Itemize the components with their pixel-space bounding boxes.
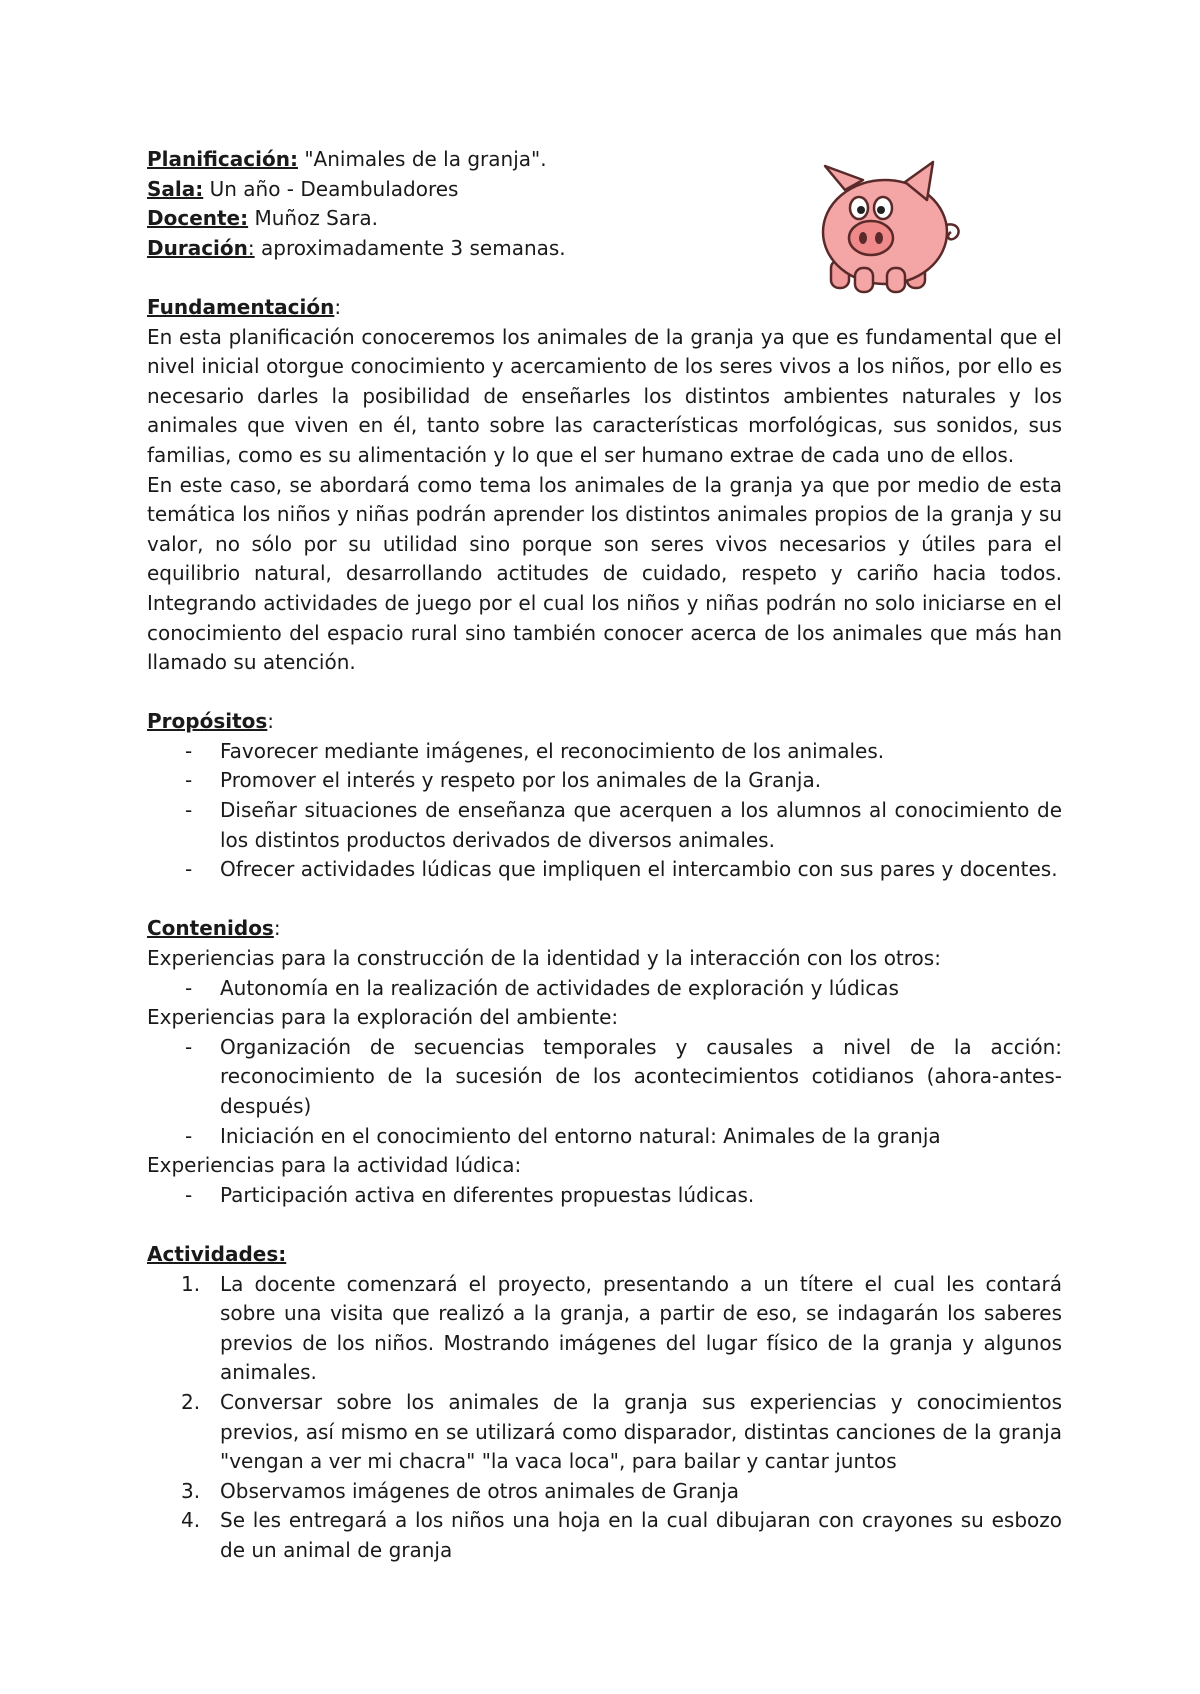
duracion-label: Duración — [147, 235, 248, 260]
bullet-dash: - — [185, 1182, 193, 1207]
list-item — [147, 974, 1062, 1004]
list-item — [147, 1033, 1062, 1122]
list-item-text: Diseñar situaciones de enseñanza que acerquen a los alumnos al conocimiento de los distintos productos derivados de diversos animales. — [220, 798, 1062, 852]
list-item — [147, 1388, 1062, 1477]
fundamentacion-colon: : — [334, 294, 342, 319]
bullet-dash: - — [185, 857, 193, 882]
bullet-dash: - — [185, 975, 193, 1000]
planificacion-value: "Animales de la granja". — [297, 147, 547, 171]
bullet-dash: - — [185, 798, 193, 823]
list-item — [147, 1506, 1062, 1565]
sala-label: Sala: — [147, 176, 204, 201]
contenidos-title: Contenidos — [147, 916, 274, 941]
propositos-colon: : — [267, 709, 275, 734]
propositos-title: Propósitos — [147, 709, 268, 734]
contenidos-group-heading: Experiencias para la exploración del ambiente: — [147, 1005, 619, 1030]
fundamentacion-title: Fundamentación — [147, 294, 335, 319]
document-page — [147, 145, 1062, 1566]
sala-value: Un año - Deambuladores — [203, 176, 459, 201]
bullet-dash: - — [185, 768, 193, 793]
propositos-heading — [147, 707, 1062, 737]
list-item-text: Se les entregará a los niños una hoja en la cual dibujaran con crayones su esbozo de un animal de granja — [220, 1508, 1062, 1562]
contenidos-heading — [147, 914, 1062, 944]
contenidos-list — [147, 1033, 1062, 1151]
docente-value: Muñoz Sara. — [248, 206, 378, 231]
bullet-dash: - — [185, 1123, 193, 1148]
contenidos-list — [147, 974, 1062, 1004]
contenidos-list — [147, 1181, 1062, 1211]
duracion-value: aproximadamente 3 semanas. — [254, 235, 566, 260]
propositos-list — [147, 737, 1062, 885]
contenidos-group-heading: Experiencias para la actividad lúdica: — [147, 1153, 522, 1178]
list-item-text: Organización de secuencias temporales y causales a nivel de la acción: reconocimiento de la sucesión de los acontecimientos cotidianos (ahora-antes-después) — [220, 1034, 1062, 1118]
list-item — [147, 1181, 1062, 1211]
list-item-text: Promover el interés y respeto por los animales de la Granja. — [220, 768, 822, 793]
bullet-dash: - — [185, 738, 193, 763]
list-item-text: Participación activa en diferentes propuestas lúdicas. — [220, 1182, 755, 1207]
list-item-text: Favorecer mediante imágenes, el reconocimiento de los animales. — [220, 738, 885, 763]
actividades-list — [147, 1270, 1062, 1566]
list-item — [147, 855, 1062, 885]
actividades-title: Actividades: — [147, 1241, 287, 1266]
actividades-heading — [147, 1240, 1062, 1270]
list-item — [147, 1477, 1062, 1507]
list-item — [147, 737, 1062, 767]
contenidos-colon: : — [273, 916, 281, 941]
list-item-text: Iniciación en el conocimiento del entorno natural: Animales de la granja — [220, 1123, 941, 1148]
list-item — [147, 1270, 1062, 1388]
duracion-line — [147, 234, 1062, 264]
fundamentacion-heading — [147, 293, 1062, 323]
list-item — [147, 1122, 1062, 1152]
item-number: 2. — [181, 1389, 201, 1414]
duracion-colon: : — [247, 235, 255, 260]
contenidos-group-heading: Experiencias para la construcción de la identidad y la interacción con los otros: — [147, 946, 941, 971]
docente-line — [147, 204, 1062, 234]
planificacion-line — [147, 145, 1062, 175]
list-item — [147, 796, 1062, 855]
list-item-text: Observamos imágenes de otros animales de Granja — [220, 1478, 739, 1503]
docente-label: Docente: — [147, 206, 249, 231]
list-item-text: La docente comenzará el proyecto, presentando a un títere el cual les contará sobre una visita que realizó a la granja, a partir de eso, se indagarán los saberes previos de los niños. Mostrando imágenes del lugar físico de la granja y algunos animales. — [220, 1271, 1062, 1385]
list-item-text: Autonomía en la realización de actividades de exploración y lúdicas — [220, 975, 899, 1000]
bullet-dash: - — [185, 1034, 193, 1059]
item-number: 4. — [181, 1508, 201, 1533]
item-number: 1. — [181, 1271, 201, 1296]
list-item — [147, 766, 1062, 796]
fundamentacion-paragraph: En este caso, se abordará como tema los animales de la granja ya que por medio de esta temática los niños y niñas podrán aprender los distintos animales propios de la granja y su valor, no sólo por su utilidad sino porque son seres vivos necesarios y útiles para el equilibrio natural, desarrollando actitudes de cuidado, respeto y cariño hacia todos. Integrando actividades de juego por el cual los niños y niñas podrán no solo iniciarse en el conocimiento del espacio rural sino también conocer acerca de los animales que más han llamado su atención. — [147, 472, 1062, 675]
sala-line — [147, 175, 1062, 205]
planificacion-label: Planificación: — [147, 147, 298, 171]
item-number: 3. — [181, 1478, 201, 1503]
list-item-text: Ofrecer actividades lúdicas que impliquen el intercambio con sus pares y docentes. — [220, 857, 1058, 882]
list-item-text: Conversar sobre los animales de la granja sus experiencias y conocimientos previos, así mismo en se utilizará como disparador, distintas canciones de la granja "vengan a ver mi chacra" "la vaca loca", para bailar y cantar juntos — [220, 1389, 1062, 1474]
fundamentacion-paragraph: En esta planificación conoceremos los animales de la granja ya que es fundamental que el nivel inicial otorgue conocimiento y acercamiento de los seres vivos a los niños, por ello es necesario darles la posibilidad de enseñarles los distintos ambientes naturales y los animales que viven en él, tanto sobre las características morfológicas, sus sonidos, sus familias, como es su alimentación y lo que el ser humano extrae de cada uno de ellos. — [147, 324, 1062, 467]
